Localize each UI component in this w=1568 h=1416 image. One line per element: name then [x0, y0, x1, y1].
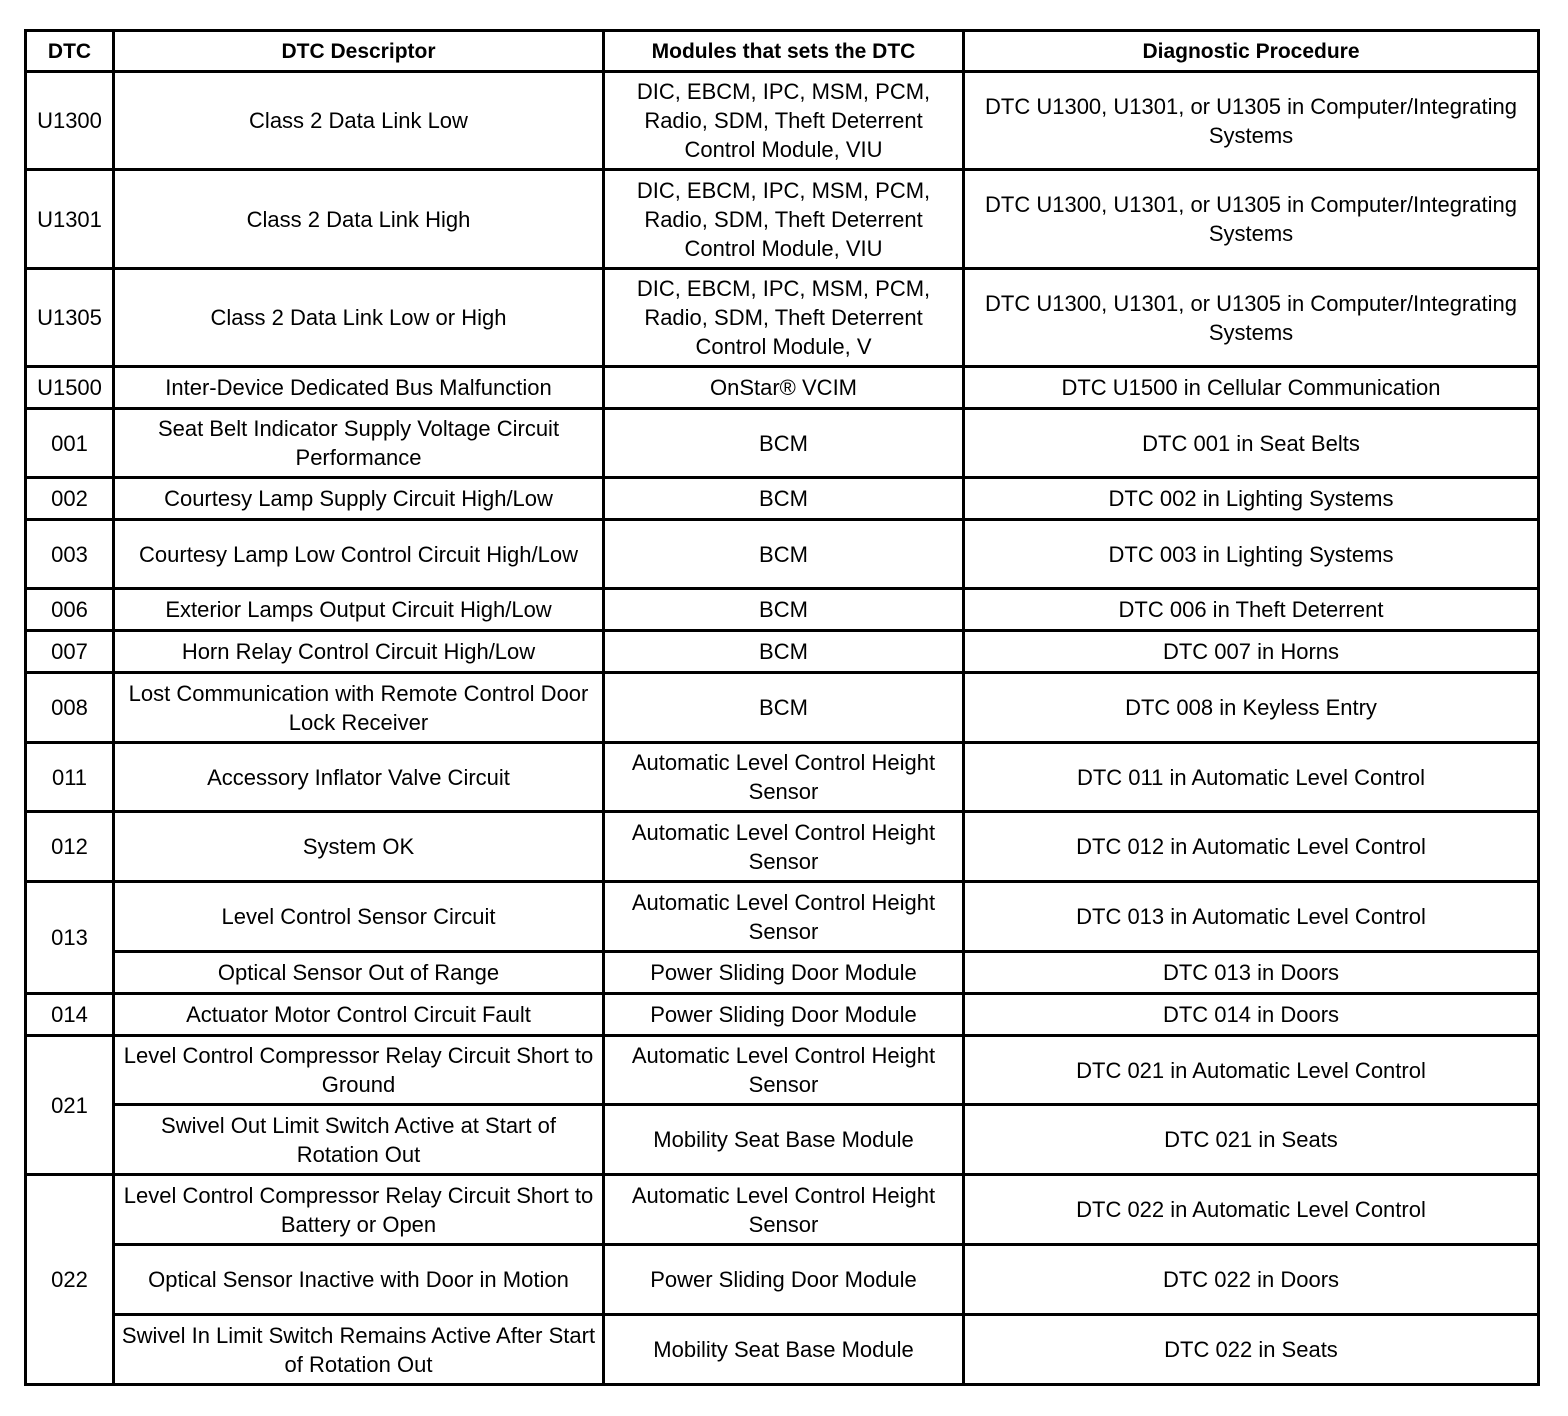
setting-module: Automatic Level Control Height Sensor	[604, 882, 964, 952]
dtc-code: 013	[26, 882, 114, 994]
dtc-descriptor: Class 2 Data Link High	[114, 170, 604, 269]
dtc-descriptor: Class 2 Data Link Low or High	[114, 269, 604, 367]
diagnostic-procedure: DTC 002 in Lighting Systems	[964, 478, 1539, 520]
diagnostic-procedure: DTC 003 in Lighting Systems	[964, 520, 1539, 589]
table-row	[26, 1245, 1539, 1315]
diagnostic-procedure: DTC 022 in Seats	[964, 1315, 1539, 1385]
table-row	[26, 673, 1539, 743]
dtc-code: U1301	[26, 170, 114, 269]
table-row	[26, 743, 1539, 812]
table-row	[26, 72, 1539, 170]
table-row	[26, 1175, 1539, 1245]
table-body	[26, 72, 1539, 1385]
dtc-descriptor: Actuator Motor Control Circuit Fault	[114, 994, 604, 1036]
diagnostic-procedure: DTC U1500 in Cellular Communication	[964, 367, 1539, 409]
setting-module: BCM	[604, 478, 964, 520]
dtc-code: 021	[26, 1036, 114, 1175]
diagnostic-procedure: DTC 022 in Automatic Level Control	[964, 1175, 1539, 1245]
dtc-code: 011	[26, 743, 114, 812]
setting-module: BCM	[604, 409, 964, 478]
header-dtc: DTC	[26, 31, 114, 72]
setting-module: DIC, EBCM, IPC, MSM, PCM, Radio, SDM, Theft Deterrent Control Module, VIU	[604, 72, 964, 170]
dtc-code: U1300	[26, 72, 114, 170]
dtc-code: 007	[26, 631, 114, 673]
table-row	[26, 409, 1539, 478]
diagnostic-procedure: DTC 011 in Automatic Level Control	[964, 743, 1539, 812]
diagnostic-procedure: DTC 013 in Doors	[964, 952, 1539, 994]
table-row	[26, 170, 1539, 269]
dtc-code: 014	[26, 994, 114, 1036]
table-row	[26, 812, 1539, 882]
diagnostic-procedure: DTC U1300, U1301, or U1305 in Computer/Integrating Systems	[964, 170, 1539, 269]
dtc-code: 008	[26, 673, 114, 743]
diagnostic-procedure: DTC 014 in Doors	[964, 994, 1539, 1036]
setting-module: Power Sliding Door Module	[604, 952, 964, 994]
table-row	[26, 367, 1539, 409]
dtc-descriptor: Exterior Lamps Output Circuit High/Low	[114, 589, 604, 631]
diagnostic-procedure: DTC 021 in Automatic Level Control	[964, 1036, 1539, 1105]
dtc-code: 003	[26, 520, 114, 589]
setting-module: Power Sliding Door Module	[604, 994, 964, 1036]
dtc-descriptor: Courtesy Lamp Supply Circuit High/Low	[114, 478, 604, 520]
dtc-descriptor: Level Control Compressor Relay Circuit Short to Ground	[114, 1036, 604, 1105]
dtc-descriptor: Optical Sensor Inactive with Door in Motion	[114, 1245, 604, 1315]
dtc-descriptor: Level Control Compressor Relay Circuit Short to Battery or Open	[114, 1175, 604, 1245]
table-row	[26, 589, 1539, 631]
diagnostic-procedure: DTC 006 in Theft Deterrent	[964, 589, 1539, 631]
setting-module: Automatic Level Control Height Sensor	[604, 1175, 964, 1245]
setting-module: Mobility Seat Base Module	[604, 1315, 964, 1385]
dtc-descriptor: Swivel Out Limit Switch Active at Start of Rotation Out	[114, 1105, 604, 1175]
diagnostic-procedure: DTC U1300, U1301, or U1305 in Computer/Integrating Systems	[964, 72, 1539, 170]
diagnostic-procedure: DTC 022 in Doors	[964, 1245, 1539, 1315]
setting-module: BCM	[604, 520, 964, 589]
diagnostic-procedure: DTC 007 in Horns	[964, 631, 1539, 673]
dtc-descriptor: Accessory Inflator Valve Circuit	[114, 743, 604, 812]
setting-module: DIC, EBCM, IPC, MSM, PCM, Radio, SDM, Theft Deterrent Control Module, V	[604, 269, 964, 367]
dtc-table	[24, 29, 1540, 1386]
table-row	[26, 952, 1539, 994]
table-row	[26, 478, 1539, 520]
setting-module: Mobility Seat Base Module	[604, 1105, 964, 1175]
dtc-descriptor: System OK	[114, 812, 604, 882]
dtc-code: 012	[26, 812, 114, 882]
dtc-code: 006	[26, 589, 114, 631]
dtc-descriptor: Class 2 Data Link Low	[114, 72, 604, 170]
table-row	[26, 1105, 1539, 1175]
setting-module: Automatic Level Control Height Sensor	[604, 743, 964, 812]
setting-module: OnStar® VCIM	[604, 367, 964, 409]
header-row	[26, 31, 1539, 72]
dtc-code: 022	[26, 1175, 114, 1385]
header-descriptor: DTC Descriptor	[114, 31, 604, 72]
setting-module: DIC, EBCM, IPC, MSM, PCM, Radio, SDM, Theft Deterrent Control Module, VIU	[604, 170, 964, 269]
diagnostic-procedure: DTC U1300, U1301, or U1305 in Computer/Integrating Systems	[964, 269, 1539, 367]
dtc-descriptor: Lost Communication with Remote Control Door Lock Receiver	[114, 673, 604, 743]
dtc-code: 002	[26, 478, 114, 520]
dtc-descriptor: Optical Sensor Out of Range	[114, 952, 604, 994]
table-row	[26, 520, 1539, 589]
dtc-descriptor: Horn Relay Control Circuit High/Low	[114, 631, 604, 673]
diagnostic-procedure: DTC 021 in Seats	[964, 1105, 1539, 1175]
setting-module: Power Sliding Door Module	[604, 1245, 964, 1315]
dtc-code: 001	[26, 409, 114, 478]
table-row	[26, 994, 1539, 1036]
diagnostic-procedure: DTC 001 in Seat Belts	[964, 409, 1539, 478]
setting-module: BCM	[604, 589, 964, 631]
diagnostic-procedure: DTC 008 in Keyless Entry	[964, 673, 1539, 743]
dtc-descriptor: Inter-Device Dedicated Bus Malfunction	[114, 367, 604, 409]
dtc-descriptor: Swivel In Limit Switch Remains Active After Start of Rotation Out	[114, 1315, 604, 1385]
dtc-code: U1500	[26, 367, 114, 409]
table-row	[26, 882, 1539, 952]
dtc-descriptor: Level Control Sensor Circuit	[114, 882, 604, 952]
setting-module: BCM	[604, 673, 964, 743]
diagnostic-procedure: DTC 012 in Automatic Level Control	[964, 812, 1539, 882]
setting-module: Automatic Level Control Height Sensor	[604, 812, 964, 882]
table-row	[26, 1036, 1539, 1105]
header-modules: Modules that sets the DTC	[604, 31, 964, 72]
dtc-descriptor: Courtesy Lamp Low Control Circuit High/Low	[114, 520, 604, 589]
setting-module: Automatic Level Control Height Sensor	[604, 1036, 964, 1105]
table-row	[26, 1315, 1539, 1385]
header-procedure: Diagnostic Procedure	[964, 31, 1539, 72]
dtc-descriptor: Seat Belt Indicator Supply Voltage Circuit Performance	[114, 409, 604, 478]
dtc-code: U1305	[26, 269, 114, 367]
diagnostic-procedure: DTC 013 in Automatic Level Control	[964, 882, 1539, 952]
table-row	[26, 269, 1539, 367]
setting-module: BCM	[604, 631, 964, 673]
table-row	[26, 631, 1539, 673]
